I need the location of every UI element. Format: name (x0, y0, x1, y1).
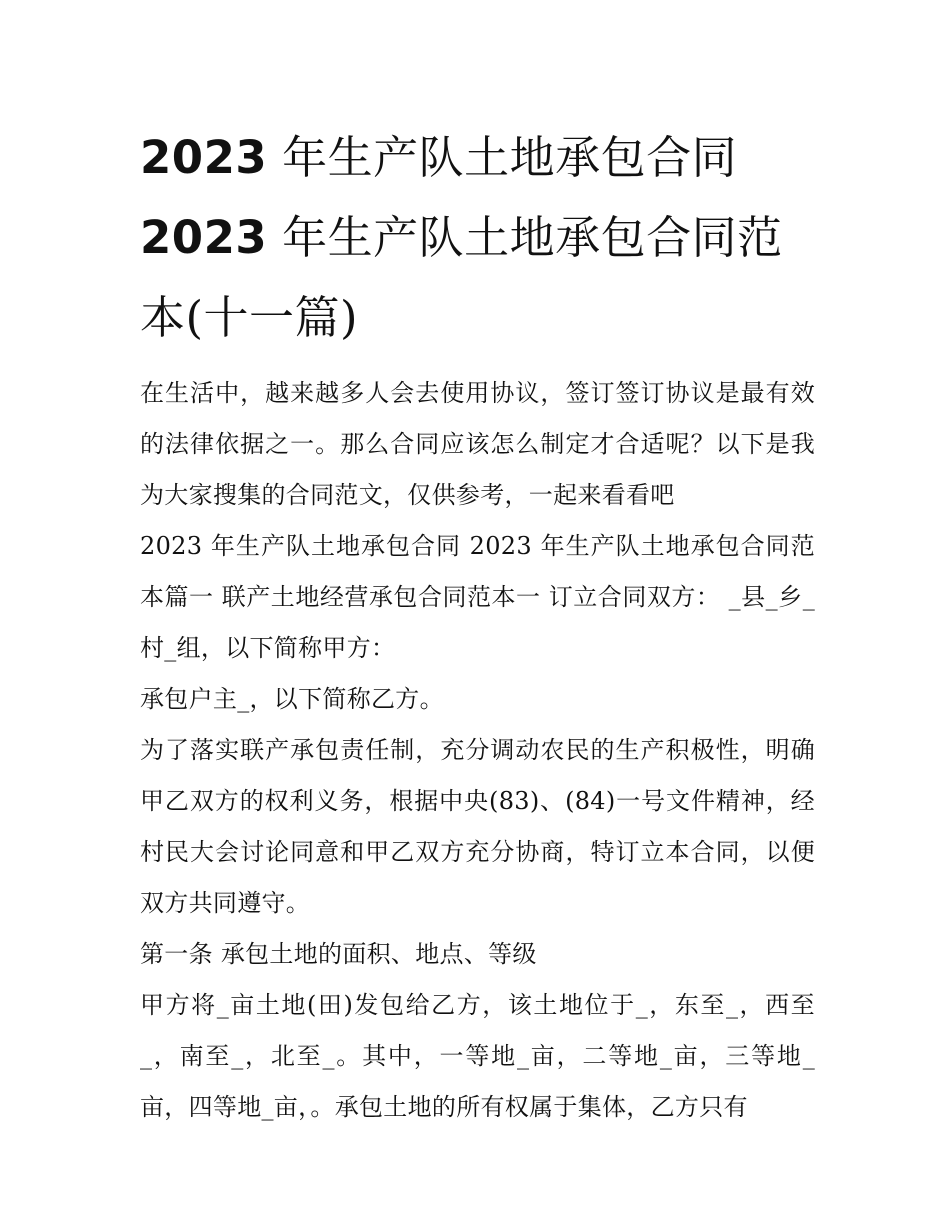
title-text: 年生产队土地承包合同 (282, 131, 738, 184)
body-paragraph: 承包户主_，以下简称乙方。 (140, 685, 444, 713)
title-text: 年生产队土地承包合同范 (282, 211, 783, 264)
body-paragraph: 为了落实联产承包责任制，充分调动农民的生产积极性，明确甲乙双方的权利义务，根据中央(83)、(84)一号文件精神，经村民大会讨论同意和甲乙双方充分协商，特订立本合同，以便双方共同遵守。 (140, 736, 815, 917)
body-paragraph: 甲方将_亩土地(田)发包给乙方，该土地位于_，东至_，西至_，南至_，北至_。其中，一等地_亩，二等地_亩，三等地_亩，四等地_亩，。承包土地的所有权属于集体，乙方只有 (140, 991, 815, 1121)
section-heading: 第一条 承包土地的面积、地点、等级 (140, 940, 537, 968)
body-paragraph: 在生活中，越来越多人会去使用协议，签订签订协议是最有效的法律依据之一。那么合同应该怎么制定才合适呢？以下是我为大家搜集的合同范文，仅供参考，一起来看看吧 (140, 379, 815, 509)
title-text: 本(十一篇) (140, 291, 359, 344)
document-body (140, 368, 815, 1133)
title-year: 2023 (140, 131, 268, 184)
document-page (140, 118, 815, 1133)
document-title (140, 118, 815, 358)
body-paragraph: 2023 年生产队土地承包合同 2023 年生产队土地承包合同范本篇一 联产土地经营承包合同范本一 订立合同双方： _县_乡_村_组，以下简称甲方： (140, 532, 815, 662)
title-year: 2023 (140, 211, 268, 264)
